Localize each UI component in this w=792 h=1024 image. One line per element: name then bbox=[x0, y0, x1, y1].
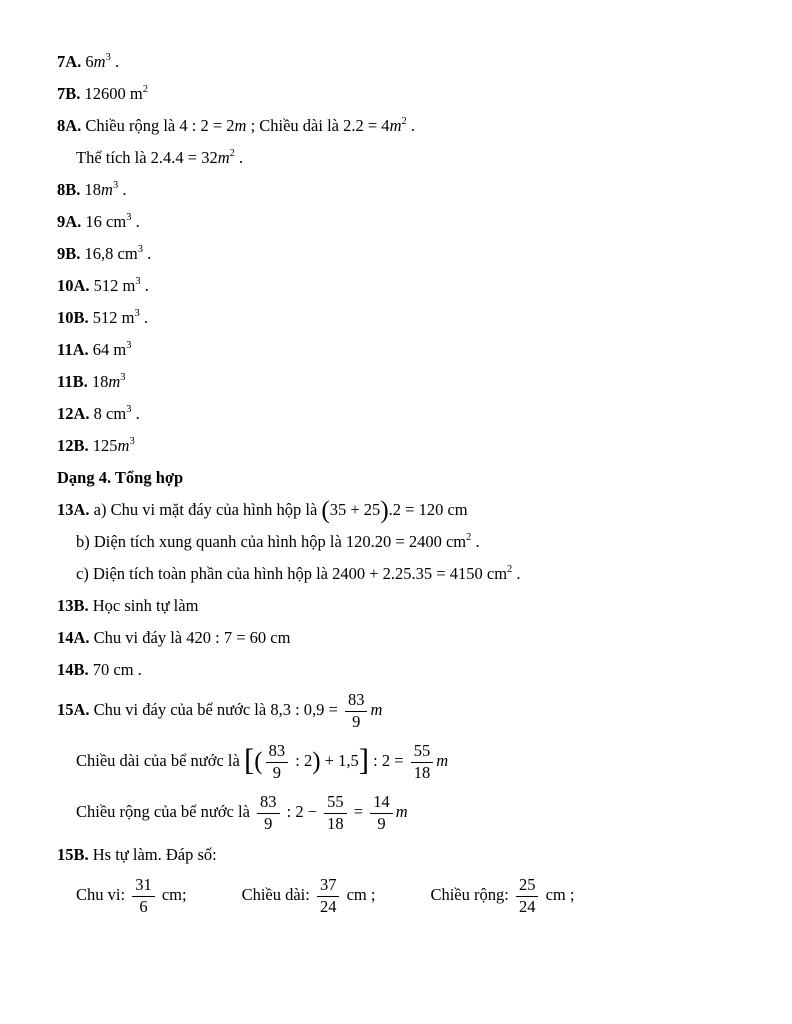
math-variable: m bbox=[217, 148, 230, 167]
fraction-numerator: 83 bbox=[268, 741, 286, 760]
text-run: Chu vi đáy của bể nước là 8,3 : 0,9 = bbox=[89, 699, 342, 719]
text-run: . bbox=[139, 308, 148, 327]
item-label: 8A. bbox=[57, 116, 82, 135]
text-run: : 2 − bbox=[282, 801, 322, 821]
math-paren: ( bbox=[254, 747, 263, 775]
item-label: 12A. bbox=[57, 404, 90, 423]
superscript: 3 bbox=[134, 308, 140, 319]
text-run: a) Chu vi mặt đáy của hình hộp là bbox=[89, 500, 322, 519]
text-run: = bbox=[349, 801, 368, 821]
item-label: 9B. bbox=[57, 244, 81, 263]
doc-line bbox=[57, 659, 752, 680]
fraction-denominator: 9 bbox=[345, 711, 368, 732]
doc-line bbox=[57, 83, 752, 104]
superscript: 2 bbox=[142, 84, 148, 95]
math-variable: m bbox=[101, 180, 113, 199]
superscript: 3 bbox=[137, 244, 143, 255]
text-run: c) Diện tích toàn phần của hình hộp là 2400 + 2.25.35 = 4150 cm bbox=[76, 564, 508, 583]
fraction-denominator: 9 bbox=[266, 762, 289, 783]
doc-line bbox=[57, 595, 752, 616]
text-run: Chiều dài của bể nước là bbox=[76, 750, 244, 770]
math-variable: m bbox=[370, 699, 383, 719]
doc-line bbox=[57, 467, 752, 488]
doc-line bbox=[57, 876, 752, 916]
text-run: Chu vi đáy là 420 : 7 = 60 cm bbox=[89, 628, 291, 647]
doc-line bbox=[57, 563, 752, 584]
text-run: 12600 m bbox=[80, 84, 143, 103]
text-run: 64 m bbox=[88, 340, 127, 359]
item-label: 15A. bbox=[57, 699, 90, 719]
math-bracket: [ bbox=[243, 741, 255, 777]
fraction-numerator: 25 bbox=[518, 875, 536, 894]
item-label: 11A. bbox=[57, 340, 89, 359]
text-run: b) Diện tích xung quanh của hình hộp là 120.20 = 2400 cm bbox=[76, 532, 467, 551]
item-label: 13A. bbox=[57, 500, 90, 519]
text-run: 70 cm . bbox=[88, 660, 142, 679]
fraction-numerator: 83 bbox=[347, 690, 365, 709]
fraction-denominator: 24 bbox=[516, 896, 539, 917]
item-label: 9A. bbox=[57, 212, 82, 231]
superscript: 3 bbox=[126, 212, 132, 223]
item-label: 11B. bbox=[57, 372, 88, 391]
item-label: Dạng 4. Tổng hợp bbox=[57, 468, 184, 487]
text-run: Chiều rộng của bể nước là bbox=[76, 801, 255, 821]
item-label: 12B. bbox=[57, 436, 89, 455]
item-label: 7B. bbox=[57, 84, 81, 103]
fraction-denominator: 18 bbox=[411, 762, 434, 783]
text-run: 512 m bbox=[89, 276, 136, 295]
text-run: . bbox=[234, 148, 244, 167]
text-run: 8 cm bbox=[89, 404, 127, 423]
math-variable: m bbox=[108, 372, 121, 391]
text-run: . bbox=[406, 116, 415, 135]
doc-line bbox=[57, 844, 752, 865]
text-run: . bbox=[142, 244, 152, 263]
fraction-numerator: 14 bbox=[373, 792, 390, 811]
text-run: ; Chiều dài là 2.2 = 4 bbox=[246, 116, 390, 135]
item-label: 8B. bbox=[57, 180, 81, 199]
text-run: Chiều rộng là 4 : 2 = 2 bbox=[81, 116, 235, 135]
doc-line bbox=[57, 115, 752, 136]
fraction bbox=[317, 876, 340, 916]
item-label: 10B. bbox=[57, 308, 89, 327]
math-paren: ( bbox=[321, 497, 330, 524]
text-run: Chiều rộng: bbox=[430, 884, 513, 904]
doc-line bbox=[57, 742, 752, 782]
text-run: . bbox=[110, 52, 120, 71]
text-run: 18 bbox=[87, 372, 109, 391]
superscript: 3 bbox=[129, 436, 135, 447]
doc-line bbox=[57, 691, 752, 731]
item-label: 7A. bbox=[57, 52, 82, 71]
text-run: . bbox=[118, 180, 127, 199]
doc-line bbox=[57, 275, 752, 296]
fraction-numerator: 55 bbox=[413, 741, 431, 760]
fraction-denominator: 6 bbox=[132, 896, 155, 917]
text-run: . bbox=[140, 276, 149, 295]
text-run: . bbox=[131, 404, 140, 423]
fraction bbox=[516, 876, 539, 916]
superscript: 3 bbox=[126, 404, 132, 415]
doc-line bbox=[57, 243, 752, 264]
text-run: 18 bbox=[80, 180, 102, 199]
math-variable: m bbox=[389, 116, 402, 135]
doc-line bbox=[57, 371, 752, 392]
math-paren: ) bbox=[380, 497, 389, 524]
doc-line bbox=[57, 179, 752, 200]
text-run: 6 bbox=[81, 52, 94, 71]
text-run: Thể tích là 2.4.4 = 32 bbox=[76, 148, 218, 167]
item-label: 14B. bbox=[57, 660, 89, 679]
fraction bbox=[132, 876, 155, 916]
fraction-numerator: 37 bbox=[319, 875, 337, 894]
doc-line bbox=[57, 531, 752, 552]
text-run: cm ; bbox=[342, 884, 376, 904]
fraction bbox=[324, 793, 347, 833]
superscript: 3 bbox=[105, 52, 111, 63]
superscript: 3 bbox=[120, 372, 126, 383]
text-run: 512 m bbox=[88, 308, 135, 327]
fraction-denominator: 9 bbox=[257, 813, 280, 834]
fraction-numerator: 83 bbox=[260, 792, 277, 811]
text-run: . bbox=[131, 212, 140, 231]
superscript: 2 bbox=[466, 532, 472, 543]
superscript: 2 bbox=[507, 564, 513, 575]
math-variable: m bbox=[395, 801, 408, 821]
text-run: . bbox=[512, 564, 521, 583]
fraction bbox=[257, 793, 280, 833]
fraction bbox=[345, 691, 368, 731]
doc-line bbox=[57, 627, 752, 648]
superscript: 3 bbox=[126, 340, 132, 351]
text-run: + 1,5 bbox=[320, 750, 359, 770]
doc-line bbox=[57, 147, 752, 168]
fraction bbox=[266, 742, 289, 782]
text-run: 16 cm bbox=[81, 212, 127, 231]
math-variable: m bbox=[234, 116, 247, 135]
text-run: 35 + 25 bbox=[329, 500, 381, 519]
text-run: Chiều dài: bbox=[241, 884, 314, 904]
superscript: 3 bbox=[135, 276, 141, 287]
item-label: 15B. bbox=[57, 845, 89, 864]
text-run: Chu vi: bbox=[76, 884, 130, 904]
text-run: cm ; bbox=[541, 884, 575, 904]
math-paren: ) bbox=[312, 747, 321, 775]
doc-line bbox=[57, 497, 752, 524]
math-bracket: ] bbox=[358, 741, 370, 777]
fraction-numerator: 31 bbox=[135, 875, 152, 894]
math-variable: m bbox=[93, 52, 106, 71]
superscript: 3 bbox=[112, 180, 119, 191]
text-run: cm; bbox=[157, 884, 187, 904]
text-run: 125 bbox=[88, 436, 118, 455]
doc-line bbox=[57, 403, 752, 424]
math-variable: m bbox=[117, 436, 130, 455]
fraction bbox=[411, 742, 434, 782]
text-run: : 2 = bbox=[369, 750, 408, 770]
doc-line bbox=[57, 211, 752, 232]
fraction-denominator: 18 bbox=[324, 813, 347, 834]
text-run: 16,8 cm bbox=[80, 244, 138, 263]
doc-line bbox=[57, 51, 752, 72]
text-run: : 2 bbox=[291, 750, 313, 770]
fraction bbox=[370, 793, 393, 833]
item-label: 13B. bbox=[57, 596, 89, 615]
text-run: .2 = 120 cm bbox=[388, 500, 468, 519]
superscript: 2 bbox=[229, 148, 235, 159]
doc-line bbox=[57, 793, 752, 833]
fraction-denominator: 9 bbox=[370, 813, 393, 834]
fraction-numerator: 55 bbox=[327, 792, 344, 811]
doc-line bbox=[57, 435, 752, 456]
math-variable: m bbox=[436, 750, 449, 770]
fraction-denominator: 24 bbox=[317, 896, 340, 917]
text-run: Học sinh tự làm bbox=[88, 596, 199, 615]
text-run: Hs tự làm. Đáp số: bbox=[88, 845, 217, 864]
item-label: 14A. bbox=[57, 628, 90, 647]
doc-line bbox=[57, 339, 752, 360]
superscript: 2 bbox=[401, 116, 407, 127]
item-label: 10A. bbox=[57, 276, 90, 295]
text-run: . bbox=[471, 532, 480, 551]
doc-line bbox=[57, 307, 752, 328]
